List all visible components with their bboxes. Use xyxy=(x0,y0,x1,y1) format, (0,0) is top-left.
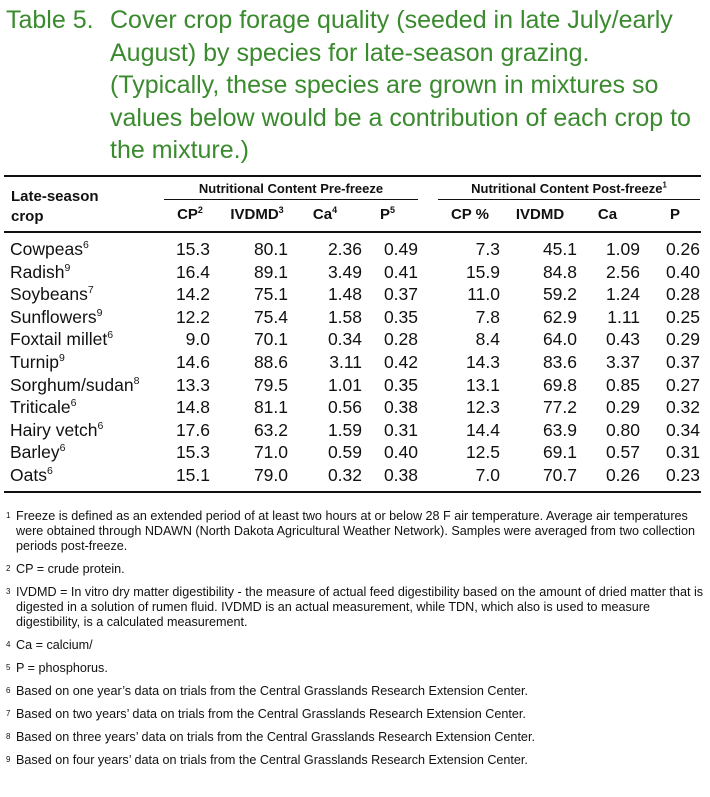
value-cell: 15.3 xyxy=(175,239,210,259)
crop-footnote-ref: 8 xyxy=(133,374,140,387)
footnote-mark: 4 xyxy=(6,640,11,649)
table-row xyxy=(10,306,700,329)
footnote-mark: 9 xyxy=(6,755,11,764)
value-cell: 1.58 xyxy=(327,306,362,327)
group-post-footnote-ref: 1 xyxy=(662,180,667,190)
footnote-mark: 2 xyxy=(6,564,11,573)
value-cell: 7.3 xyxy=(475,239,500,259)
value-cell: 17.6 xyxy=(175,419,210,440)
value-cell: 1.59 xyxy=(327,419,362,440)
table-row xyxy=(10,238,700,261)
value-cell: 8.4 xyxy=(475,329,500,350)
value-cell: 14.3 xyxy=(465,351,500,372)
value-cell: 7.8 xyxy=(475,306,500,327)
value-cell: 69.1 xyxy=(542,442,577,463)
value-cell: 0.23 xyxy=(665,464,700,485)
footnote xyxy=(6,730,706,745)
crop-name-cell xyxy=(10,441,168,464)
value-cell: 12.2 xyxy=(175,306,210,327)
col-header-pre-ca xyxy=(300,206,350,223)
col-header-label: P xyxy=(379,206,390,223)
footnote-text: IVDMD = In vitro dry matter digestibility - the measure of actual feed digestibility based on the amount of dried matter that is digested in a solution of rumen fluid. IVDMD is an actual measurement, while TDN, which also is used to measure digestibility, is a calculated measurement. xyxy=(16,585,704,629)
value-cell: 45.1 xyxy=(542,239,577,259)
value-cell: 81.1 xyxy=(253,397,288,418)
crop-footnote-ref: 6 xyxy=(59,442,66,455)
crop-name-cell xyxy=(10,396,168,419)
crop-name-cell xyxy=(10,351,168,374)
value-cell: 14.6 xyxy=(175,351,210,372)
table-row xyxy=(10,261,700,284)
value-cell: 0.40 xyxy=(665,261,700,282)
value-cell: 80.1 xyxy=(253,239,288,259)
crop-name-cell xyxy=(10,306,168,329)
value-cell: 59.2 xyxy=(542,284,577,305)
crop-name-cell xyxy=(10,374,168,397)
col-header-label: Ca xyxy=(597,206,618,223)
value-cell: 84.8 xyxy=(542,261,577,282)
footnote-text: CP = crude protein. xyxy=(16,562,125,576)
group-post-underline xyxy=(438,199,700,200)
col-header-pre-cp xyxy=(160,206,220,223)
value-cell: 0.40 xyxy=(383,442,418,463)
group-header-pre-freeze xyxy=(166,181,416,196)
group-pre-label: Nutritional Content Pre-freeze xyxy=(198,181,384,196)
table-row xyxy=(10,441,700,464)
crop-name: Radish xyxy=(10,261,65,282)
col-header-label: Ca xyxy=(312,206,333,223)
col-header-sup: 4 xyxy=(332,205,338,215)
value-cell: 75.1 xyxy=(253,284,288,305)
value-cell: 14.8 xyxy=(175,397,210,418)
group-header-post-freeze xyxy=(438,181,700,196)
crop-footnote-ref: 6 xyxy=(46,465,53,478)
value-cell: 0.41 xyxy=(383,261,418,282)
value-cell: 3.49 xyxy=(327,261,362,282)
footnote xyxy=(6,753,706,768)
value-cell: 2.36 xyxy=(327,239,362,259)
value-cell: 0.28 xyxy=(665,284,700,305)
crop-name-cell xyxy=(10,464,168,487)
value-cell: 0.42 xyxy=(383,351,418,372)
table-caption: Cover crop forage quality (seeded in late July/early August) by species for late-season grazing. (Typically, these species are grown in mixtures so values below would be a contribution of each crop to the mixture.) xyxy=(110,6,691,164)
crop-name: Oats xyxy=(10,464,47,485)
table-row xyxy=(10,419,700,442)
value-cell: 13.3 xyxy=(175,374,210,395)
value-cell: 0.80 xyxy=(605,419,640,440)
group-pre-underline xyxy=(164,199,418,200)
table-top-rule xyxy=(4,175,701,177)
value-cell: 0.26 xyxy=(665,239,700,259)
value-cell: 63.2 xyxy=(253,419,288,440)
footnote xyxy=(6,562,706,577)
footnote-text: Based on four years’ data on trials from the Central Grasslands Research Extension Center. xyxy=(16,753,528,767)
table-header-rule xyxy=(4,231,701,233)
col-header-label: CP xyxy=(177,206,198,223)
crop-name: Cowpeas xyxy=(10,239,83,259)
value-cell: 1.24 xyxy=(605,284,640,305)
crop-name: Triticale xyxy=(10,397,71,418)
value-cell: 0.38 xyxy=(383,464,418,485)
value-cell: 12.5 xyxy=(465,442,500,463)
table-row xyxy=(10,374,700,397)
value-cell: 69.8 xyxy=(542,374,577,395)
footnote xyxy=(6,638,706,653)
col-header-pre-ivdmd xyxy=(222,206,292,223)
value-cell: 13.1 xyxy=(465,374,500,395)
value-cell: 0.59 xyxy=(327,442,362,463)
col-header-pre-p xyxy=(365,206,410,223)
crop-name-cell xyxy=(10,283,168,306)
value-cell: 79.0 xyxy=(253,464,288,485)
value-cell: 3.37 xyxy=(605,351,640,372)
value-cell: 0.32 xyxy=(665,397,700,418)
value-cell: 0.35 xyxy=(383,374,418,395)
value-cell: 0.37 xyxy=(383,284,418,305)
crop-footnote-ref: 9 xyxy=(58,352,65,365)
value-cell: 0.32 xyxy=(327,464,362,485)
footnote-text: Freeze is defined as an extended period of at least two hours at or below 28 F air temperature. Average air temperatures were obtained through NDAWN (North Dakota Agricultural Weather Network). Samples were averaged from two collection periods post-freeze. xyxy=(16,509,695,553)
footnotes xyxy=(6,509,706,776)
value-cell: 12.3 xyxy=(465,397,500,418)
value-cell: 89.1 xyxy=(253,261,288,282)
footnote xyxy=(6,585,706,630)
footnote-text: P = phosphorus. xyxy=(16,661,108,675)
value-cell: 1.11 xyxy=(607,306,640,327)
crop-footnote-ref: 6 xyxy=(97,419,104,432)
col-header-post-ivdmd xyxy=(505,206,575,223)
col-header-sup: 2 xyxy=(197,205,203,215)
crop-header-line-1: Late-season xyxy=(11,188,99,205)
crop-name: Soybeans xyxy=(10,284,88,305)
value-cell: 0.25 xyxy=(665,306,700,327)
table-row xyxy=(10,351,700,374)
value-cell: 0.26 xyxy=(605,464,640,485)
value-cell: 7.0 xyxy=(475,464,500,485)
footnote xyxy=(6,684,706,699)
col-header-sup: 3 xyxy=(278,205,284,215)
value-cell: 75.4 xyxy=(253,306,288,327)
crop-column-header xyxy=(11,187,99,227)
value-cell: 79.5 xyxy=(253,374,288,395)
value-cell: 0.29 xyxy=(665,329,700,350)
value-cell: 0.56 xyxy=(327,397,362,418)
col-header-post-cp xyxy=(440,206,500,223)
crop-name: Turnip xyxy=(10,351,59,372)
value-cell: 14.2 xyxy=(175,284,210,305)
value-cell: 64.0 xyxy=(542,329,577,350)
crop-name-cell xyxy=(10,238,168,261)
value-cell: 0.43 xyxy=(605,329,640,350)
value-cell: 14.4 xyxy=(465,419,500,440)
value-cell: 77.2 xyxy=(542,397,577,418)
value-cell: 70.1 xyxy=(253,329,288,350)
table-body xyxy=(10,238,700,487)
crop-name-cell xyxy=(10,328,168,351)
col-header-post-p xyxy=(655,206,695,223)
crop-name: Hairy vetch xyxy=(10,419,98,440)
crop-name: Sunflowers xyxy=(10,306,97,327)
crop-footnote-ref: 9 xyxy=(64,261,71,274)
table-row xyxy=(10,396,700,419)
crop-header-line-2: crop xyxy=(11,208,44,225)
value-cell: 83.6 xyxy=(542,351,577,372)
footnote xyxy=(6,509,706,554)
footnote-mark: 6 xyxy=(6,686,11,695)
value-cell: 1.09 xyxy=(605,239,640,259)
group-post-label: Nutritional Content Post-freeze xyxy=(471,181,663,196)
value-cell: 15.9 xyxy=(465,261,500,282)
crop-footnote-ref: 7 xyxy=(87,284,94,297)
value-cell: 0.35 xyxy=(383,306,418,327)
footnote-text: Ca = calcium/ xyxy=(16,638,93,652)
crop-footnote-ref: 6 xyxy=(82,239,89,252)
value-cell: 11.0 xyxy=(467,284,500,305)
value-cell: 2.56 xyxy=(605,261,640,282)
footnote xyxy=(6,661,706,676)
forage-quality-table xyxy=(10,238,700,487)
col-header-label: P xyxy=(669,206,680,223)
crop-name: Barley xyxy=(10,442,60,463)
crop-name-cell xyxy=(10,261,168,284)
value-cell: 15.3 xyxy=(175,442,210,463)
value-cell: 0.27 xyxy=(665,374,700,395)
col-header-sup: 5 xyxy=(390,205,396,215)
value-cell: 0.34 xyxy=(665,419,700,440)
col-header-label: IVDMD xyxy=(230,206,279,223)
value-cell: 1.48 xyxy=(327,284,362,305)
footnote-mark: 8 xyxy=(6,732,11,741)
table-row xyxy=(10,328,700,351)
value-cell: 0.31 xyxy=(383,419,418,440)
value-cell: 88.6 xyxy=(253,351,288,372)
value-cell: 0.57 xyxy=(605,442,640,463)
footnote-mark: 7 xyxy=(6,709,11,718)
value-cell: 1.01 xyxy=(327,374,362,395)
table-row xyxy=(10,464,700,487)
value-cell: 0.31 xyxy=(665,442,700,463)
value-cell: 0.49 xyxy=(383,239,418,259)
col-header-post-ca xyxy=(585,206,630,223)
crop-footnote-ref: 9 xyxy=(96,306,103,319)
value-cell: 70.7 xyxy=(542,464,577,485)
value-cell: 71.0 xyxy=(253,442,288,463)
crop-name: Foxtail millet xyxy=(10,329,108,350)
value-cell: 63.9 xyxy=(542,419,577,440)
value-cell: 15.1 xyxy=(175,464,210,485)
crop-name: Sorghum/sudan xyxy=(10,374,134,395)
footnote-text: Based on two years’ data on trials from the Central Grasslands Research Extension Center. xyxy=(16,707,526,721)
value-cell: 62.9 xyxy=(542,306,577,327)
col-header-label: CP % xyxy=(450,206,490,223)
crop-footnote-ref: 6 xyxy=(107,329,114,342)
value-cell: 0.29 xyxy=(605,397,640,418)
footnote-mark: 3 xyxy=(6,587,11,596)
col-header-label: IVDMD xyxy=(515,206,565,223)
value-cell: 0.34 xyxy=(327,329,362,350)
footnote xyxy=(6,707,706,722)
footnote-mark: 1 xyxy=(6,511,11,520)
value-cell: 3.11 xyxy=(329,351,362,372)
table-bottom-rule xyxy=(4,491,701,493)
value-cell: 0.85 xyxy=(605,374,640,395)
table-number: Table 5. xyxy=(6,6,94,34)
crop-footnote-ref: 6 xyxy=(70,397,77,410)
value-cell: 0.28 xyxy=(383,329,418,350)
footnote-text: Based on one year’s data on trials from the Central Grasslands Research Extension Center. xyxy=(16,684,528,698)
table-row xyxy=(10,283,700,306)
value-cell: 9.0 xyxy=(185,329,210,350)
footnote-text: Based on three years’ data on trials from the Central Grasslands Research Extension Center. xyxy=(16,730,535,744)
footnote-mark: 5 xyxy=(6,663,11,672)
value-cell: 0.37 xyxy=(665,351,700,372)
crop-name-cell xyxy=(10,419,168,442)
value-cell: 16.4 xyxy=(175,261,210,282)
value-cell: 0.38 xyxy=(383,397,418,418)
